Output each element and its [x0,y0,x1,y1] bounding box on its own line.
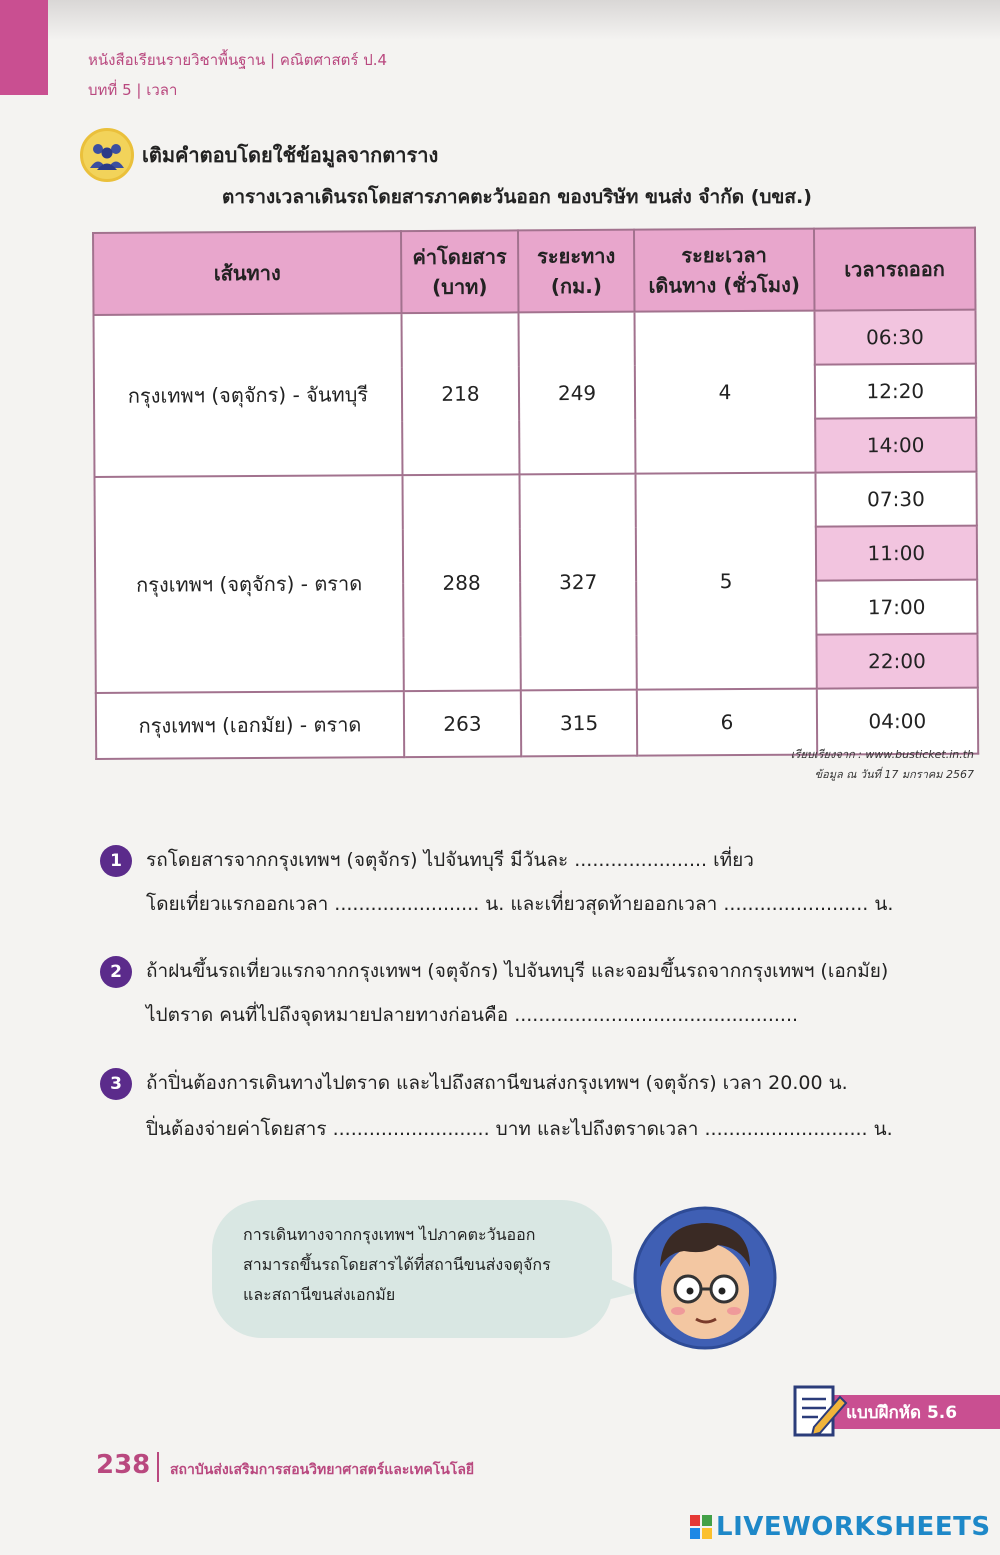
table-title: ตารางเวลาเดินรถโดยสารภาคตะวันออก ของบริษัท ขนส่ง จำกัด (บขส.) [222,186,812,208]
exercise-badge [792,1383,1000,1439]
distance-cell: 327 [519,474,637,691]
footer-institution: สถาบันส่งเสริมการสอนวิทยาศาสตร์และเทคโนโลยี [170,1462,475,1478]
duration-cell: 5 [636,473,817,690]
route-cell: กรุงเทพฯ (จตุจักร) - ตราด [94,475,403,693]
speech-line1: การเดินทางจากกรุงเทพฯ ไปภาคตะวันออก [243,1225,536,1244]
instruction [80,128,438,182]
table-row [94,310,976,369]
header-fare-line2: (บาท) [431,274,488,299]
table-row [94,472,976,531]
question-number-badge: 2 [100,956,132,988]
header-duration-line2: เดินทาง (ชั่วโมง) [648,272,801,298]
header-fare [401,230,518,313]
departure-time-cell: 12:20 [814,364,976,419]
page-top-shadow [0,0,1000,40]
speech-line2: สามารถขึ้นรถโดยสารได้ที่สถานีขนส่งจตุจักร [243,1255,551,1274]
question-line[interactable]: ถ้าปิ่นต้องการเดินทางไปตราด และไปถึงสถานีขนส่งกรุงเทพฯ (จตุจักร) เวลา 20.00 น. [146,1072,848,1094]
footer-divider [157,1452,159,1482]
speech-text [243,1220,551,1310]
departure-time-cell: 06:30 [814,310,976,365]
exercise-label: แบบฝึกหัด 5.6 [830,1395,1000,1429]
duration-cell: 4 [635,311,815,474]
table-header-row [93,228,975,315]
header-duration [634,229,814,312]
fare-cell: 288 [402,474,520,691]
departure-time-cell: 14:00 [815,418,977,473]
bus-schedule-table [92,227,979,760]
departure-time-cell: 07:30 [815,472,977,527]
liveworksheets-watermark [690,1512,991,1542]
distance-cell: 315 [521,690,638,757]
speech-line3: และสถานีขนส่งเอกมัย [243,1285,396,1304]
page-number: 238 [96,1450,151,1480]
question-line[interactable]: โดยเที่ยวแรกออกเวลา ........................ น. และเที่ยวสุดท้ายออกเวลา ........................ น. [146,893,894,915]
group-people-icon [80,128,134,182]
departure-time-cell: 17:00 [816,580,978,635]
question-number-badge: 1 [100,845,132,877]
book-title: หนังสือเรียนรายวิชาพื้นฐาน | คณิตศาสตร์ ป.4 [88,51,388,69]
instruction-text: เติมคำตอบโดยใช้ข้อมูลจากตาราง [142,143,439,167]
question-line[interactable]: ไปตราด คนที่ไปถึงจุดหมายปลายทางก่อนคือ ............................................... [146,1004,799,1026]
header-duration-line1: ระยะเวลา [681,242,767,268]
question-line[interactable]: ปิ่นต้องจ่ายค่าโดยสาร .......................... บาท และไปถึงตราดเวลา ........................... น. [146,1118,893,1140]
header-distance-line1: ระยะทาง [537,243,616,269]
duration-cell: 6 [637,689,817,756]
liveworksheets-logo-icon [690,1515,712,1539]
departure-time-cell: 22:00 [816,634,978,689]
departure-time-cell: 04:00 [816,688,978,755]
header-departure: เวลารถออก [814,228,976,311]
boy-character-avatar [632,1205,778,1355]
fare-cell: 218 [402,312,520,475]
chapter-title: บทที่ 5 | เวลา [88,81,178,99]
route-cell: กรุงเทพฯ (เอกมัย) - ตราด [96,691,404,759]
header-distance-line2: (กม.) [550,273,603,299]
source-line1: เรียบเรียงจาก : www.busticket.in.th [790,748,974,761]
notepad-pencil-icon [792,1383,848,1445]
fare-cell: 263 [404,690,521,757]
watermark-text: LIVEWORKSHEETS [716,1512,991,1542]
departure-time-cell: 11:00 [815,526,977,581]
chapter-tab [0,0,48,95]
header-route: เส้นทาง [93,231,401,315]
header-fare-line1: ค่าโดยสาร [412,244,507,270]
table-source [791,745,974,785]
source-line2: ข้อมูล ณ วันที่ 17 มกราคม 2567 [814,768,974,781]
distance-cell: 249 [518,312,635,475]
question-line[interactable]: ถ้าฝนขึ้นรถเที่ยวแรกจากกรุงเทพฯ (จตุจักร) ไปจันทบุรี และจอมขึ้นรถจากกรุงเทพฯ (เอกมัย) [146,960,889,982]
question-number-badge: 3 [100,1068,132,1100]
route-cell: กรุงเทพฯ (จตุจักร) - จันทบุรี [94,313,403,477]
question-line[interactable]: รถโดยสารจากกรุงเทพฯ (จตุจักร) ไปจันทบุรี มีวันละ ...................... เที่ยว [146,849,754,871]
header-distance [518,230,635,313]
